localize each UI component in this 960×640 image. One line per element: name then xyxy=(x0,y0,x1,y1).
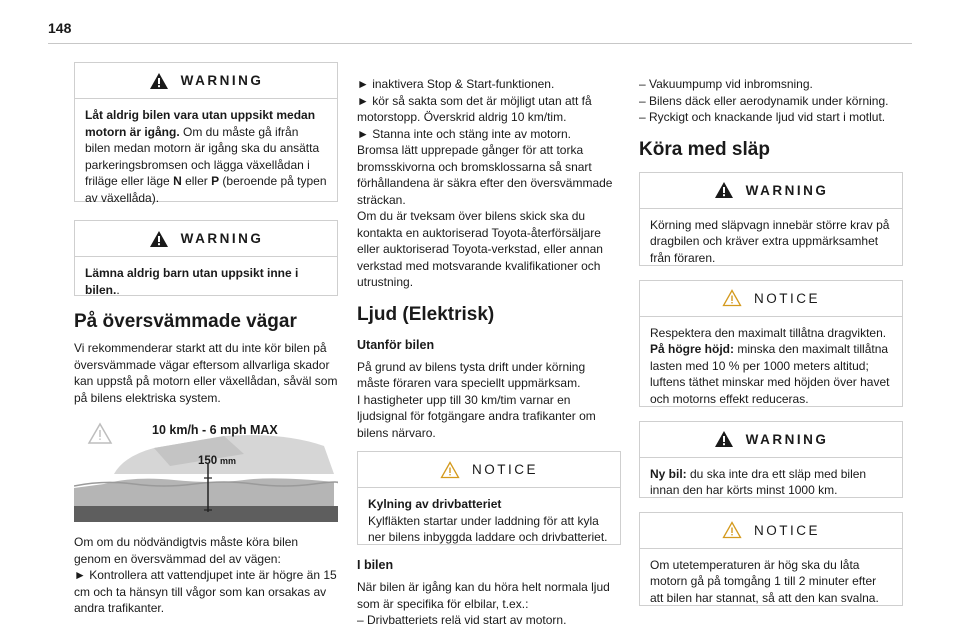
warning-text: eller xyxy=(181,174,212,188)
outside-text: I hastigheter upp till 30 km/tim varnar en ljudsignal för fotgängare andra trafikanter om bilens närvaro. xyxy=(357,392,596,440)
warning-header xyxy=(75,221,337,257)
warning-box-unattended-engine xyxy=(74,62,338,205)
warning-box-new-car xyxy=(639,421,903,498)
warning-body xyxy=(75,257,337,307)
notice-header xyxy=(640,281,902,317)
gear-n: N xyxy=(173,174,182,188)
notice-body xyxy=(640,549,902,616)
notice-box-battery-cooling xyxy=(357,451,621,545)
flooded-after: Om om du nödvändigtvis måste köra bilen genom en översvämmad del av vägen: xyxy=(74,535,299,566)
subheading-outside: Utanför bilen xyxy=(357,337,435,352)
warning-text: . xyxy=(116,282,120,297)
column-1 xyxy=(74,62,338,617)
notice-box-temperature xyxy=(639,512,903,606)
header-rule xyxy=(48,43,912,44)
warning-body xyxy=(75,99,337,215)
notice-icon xyxy=(722,521,742,539)
notice-text: Respektera den maximalt tillåtna dragvikten. xyxy=(650,325,887,340)
warning-header xyxy=(640,173,902,209)
notice-text: minska den maximalt tillåtna lasten med 10 % per 1000 meters altitud; luftens täthet minskar med höjden över havet och motorns effekt reduceras. xyxy=(650,342,890,406)
bullet-line: ► inaktivera Stop & Start-funktionen. xyxy=(357,77,555,91)
notice-header xyxy=(358,452,620,488)
warning-bold-text: Ny bil: xyxy=(650,466,687,481)
warning-title: WARNING xyxy=(745,431,829,447)
inside-dash: – Drivbatteriets relä vid start av motorn. xyxy=(357,613,567,627)
warning-bold-text: Lämna aldrig barn utan uppsikt inne i bilen. xyxy=(85,266,299,297)
notice-title: NOTICE xyxy=(471,462,538,477)
bullet-line: ► Stanna inte och stäng inte av motorn. xyxy=(357,126,572,141)
flooded-intro: Vi rekommenderar starkt att du inte kör bilen på översvämmade vägar eftersom allvarliga skador kan uppstå på motorn eller växellådan, såväl som på bilens elektriska system. xyxy=(74,341,338,405)
bullet-line: ► kör så sakta som det är möjligt utan att få motorstopp. Överskrid aldrig 10 km/tim. xyxy=(357,93,592,124)
warning-icon xyxy=(149,230,169,248)
outside-text: På grund av bilens tysta drift under körning måste föraren vara speciellt uppmärksam. xyxy=(357,359,586,390)
flood-illustration xyxy=(74,414,338,522)
warning-title: WARNING xyxy=(180,73,264,88)
warning-text: (beroende på typen av växellåda). xyxy=(85,174,327,205)
brake-paragraph: Bromsa lätt upprepade gånger för att torka bromsskivorna och bromsklossarna så snart förhållandena är säkra efter den översvämmade sträckan. xyxy=(357,143,613,207)
subheading-inside: I bilen xyxy=(357,558,394,572)
column-2 xyxy=(357,76,621,629)
warning-icon xyxy=(714,181,734,199)
notice-bold-text: Kylning av drivbatteriet xyxy=(368,497,502,511)
notice-title: NOTICE xyxy=(753,522,820,538)
notice-body xyxy=(358,488,620,555)
warning-header xyxy=(640,422,902,458)
section-heading-sound: Ljud (Elektrisk) xyxy=(357,303,495,325)
warning-text: Om du måste gå ifrån bilen medan motorn är igång ska du ansätta parkeringsbromsen och lägga växellådan i friläge eller läge xyxy=(85,124,320,188)
notice-box-towing-weight xyxy=(639,280,903,407)
depth-value-label: 150 xyxy=(198,455,218,467)
inside-text: När bilen är igång kan du höra helt normala ljud som är specifika för elbilar, t.ex.: xyxy=(357,580,610,611)
dealer-paragraph: Om du är tveksam över bilens skick ska du kontakta en auktoriserad Toyota-återförsäljare eller auktoriserad Toyota-verkstad, eller annan verkstad med motsvarande kvalifikationer och utrustning. xyxy=(357,209,603,289)
gear-p: P xyxy=(211,174,220,188)
dash-line: – Bilens däck eller aerodynamik under körning. xyxy=(639,93,889,108)
warning-text: du ska inte dra ett släp med bilen innan den har körts minst 1000 km. xyxy=(650,466,867,497)
warning-body xyxy=(640,458,902,508)
warning-text: Körning med släpvagn innebär större krav på dragbilen och kräver extra uppmärksamhet från föraren. xyxy=(650,217,890,265)
warning-title: WARNING xyxy=(180,231,264,246)
speed-limit-label: 10 km/h - 6 mph MAX xyxy=(152,423,278,437)
car-in-water-graphic xyxy=(74,414,338,522)
notice-icon xyxy=(722,289,742,307)
notice-text: Kylfläkten startar under laddning för att kyla ner bilens inbyggda laddare och drivbatteriet. xyxy=(368,513,608,544)
warning-header xyxy=(75,63,337,99)
column-3 xyxy=(639,76,903,606)
section-heading-towing: Köra med släp xyxy=(639,138,770,160)
warning-box-trailer xyxy=(639,172,903,266)
warning-body xyxy=(640,209,902,276)
dash-line: – Vakuumpump vid inbromsning. xyxy=(639,77,813,91)
warning-icon xyxy=(149,72,169,90)
flooded-bullet: ► Kontrollera att vattendjupet inte är högre än 15 cm och ta hänsyn till vågor som kan orsakas av andra trafikanter. xyxy=(74,568,337,615)
depth-unit-label: mm xyxy=(220,456,237,466)
notice-header xyxy=(640,513,902,549)
warning-box-children xyxy=(74,220,338,296)
notice-title: NOTICE xyxy=(753,290,820,306)
page-number: 148 xyxy=(48,20,72,36)
dash-line: – Ryckigt och knackande ljud vid start i motlut. xyxy=(639,110,886,124)
notice-text: Om utetemperaturen är hög ska du låta motorn gå på tomgång 1 till 2 minuter efter att bilen har stannat, så att den kan svalna. xyxy=(650,557,879,605)
warning-icon xyxy=(714,430,734,448)
warning-title: WARNING xyxy=(745,182,829,198)
notice-icon xyxy=(440,461,460,479)
section-heading-flooded-roads: På översvämmade vägar xyxy=(74,311,297,332)
warning-bold-text: Låt aldrig bilen vara utan uppsikt medan motorn är igång. xyxy=(85,108,316,139)
notice-body xyxy=(640,317,902,417)
notice-bold-text: På högre höjd: xyxy=(650,342,734,356)
